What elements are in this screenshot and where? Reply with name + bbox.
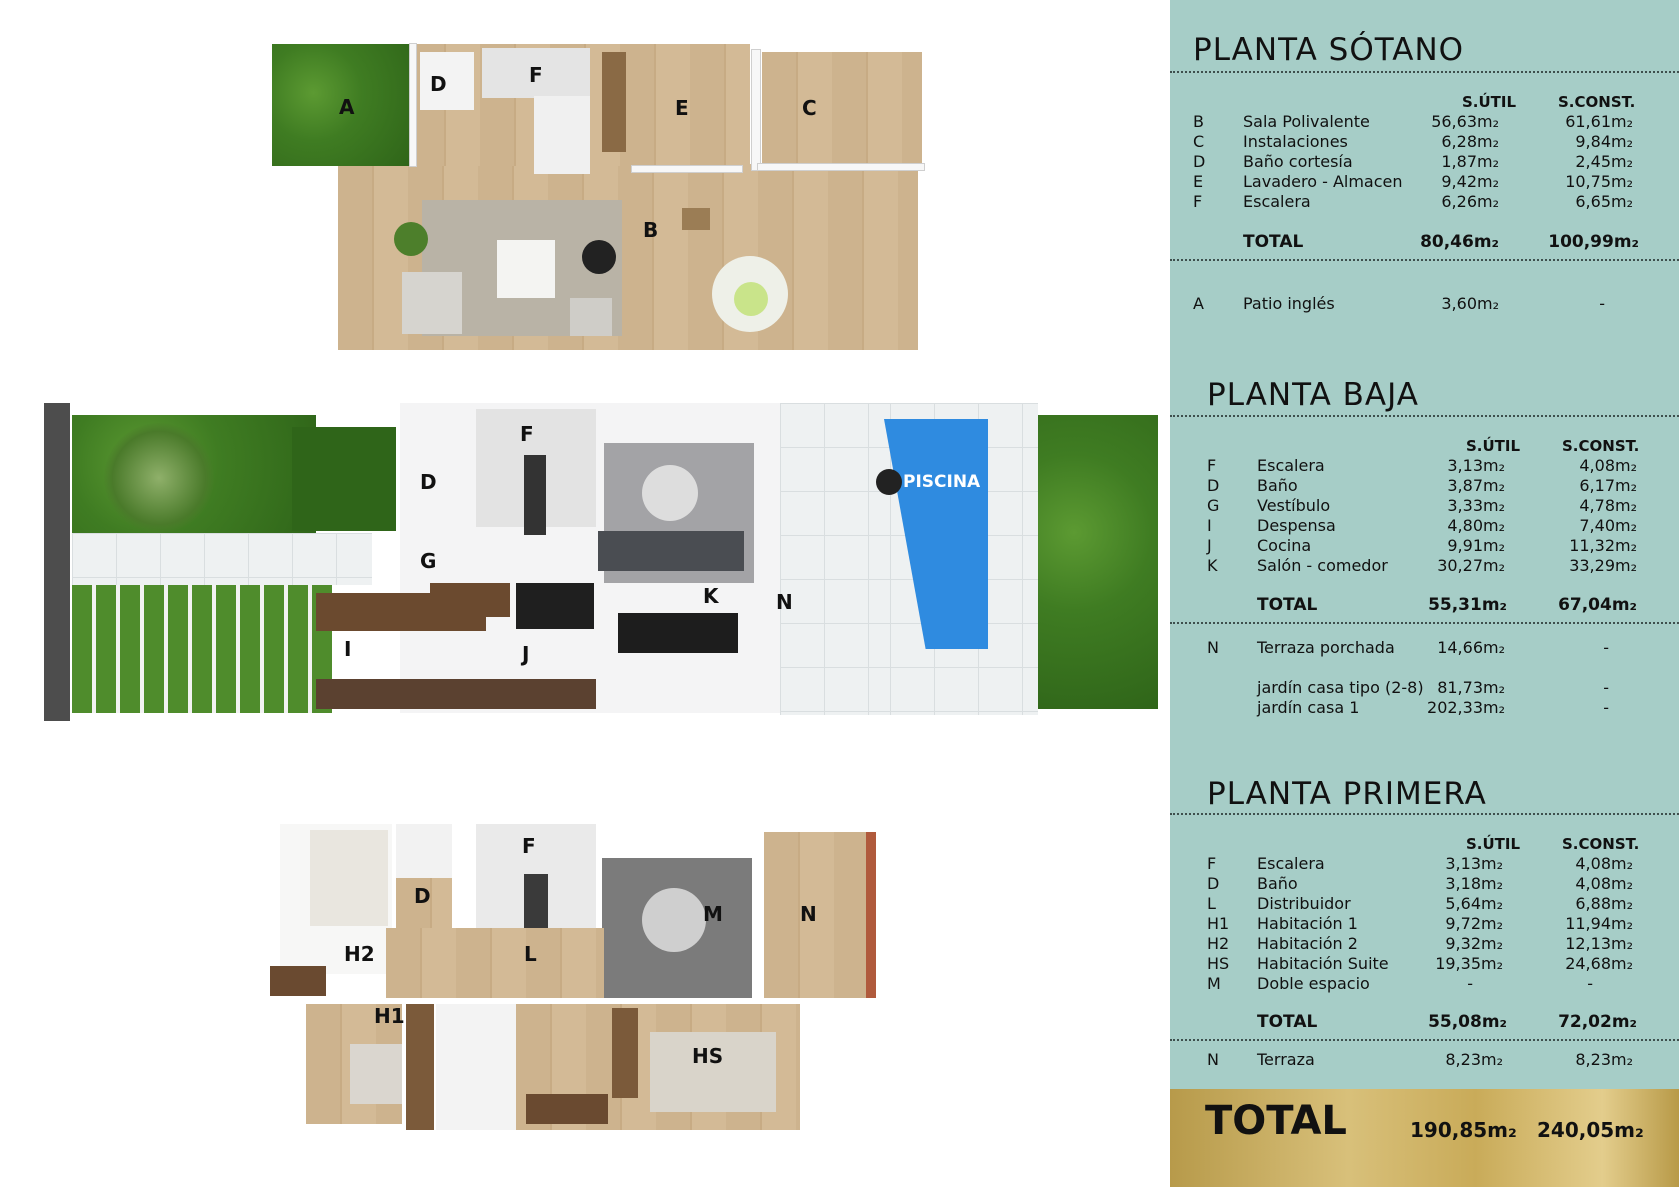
- room-label-A: A: [339, 95, 355, 119]
- room-label-H1: H1: [374, 1004, 405, 1028]
- row-name: Instalaciones: [1243, 132, 1348, 151]
- divider: [1170, 71, 1679, 73]
- row-const: 8,23m₂: [1575, 1050, 1633, 1069]
- row-const: -: [1603, 678, 1609, 697]
- row-name: Habitación 2: [1257, 934, 1358, 953]
- plan-sotano: [272, 44, 930, 350]
- row-name: Habitación 1: [1257, 914, 1358, 933]
- row-const: 4,08m₂: [1575, 854, 1633, 873]
- row-const: 7,40m₂: [1579, 516, 1637, 535]
- total-const: 100,99m₂: [1548, 232, 1639, 252]
- row-name: Salón - comedor: [1257, 556, 1388, 575]
- table-row: [1207, 894, 1633, 914]
- row-name: Despensa: [1257, 516, 1336, 535]
- row-util: 202,33m₂: [1427, 698, 1505, 717]
- divider: [1170, 622, 1679, 624]
- table-row: [1193, 172, 1633, 192]
- plan-baja: [44, 403, 1154, 721]
- row-const: 6,65m₂: [1575, 192, 1633, 211]
- table-row: [1207, 954, 1633, 974]
- table-row: [1207, 496, 1637, 516]
- room-label-L: L: [524, 942, 537, 966]
- row-util: 1,87m₂: [1441, 152, 1499, 171]
- row-util: 9,91m₂: [1447, 536, 1505, 555]
- row-code: D: [1193, 152, 1206, 171]
- row-name: Cocina: [1257, 536, 1312, 555]
- total-label: TOTAL: [1243, 232, 1304, 252]
- row-const: 4,78m₂: [1579, 496, 1637, 515]
- table-row: [1207, 476, 1637, 496]
- row-const: 11,94m₂: [1565, 914, 1633, 933]
- table-row: [1207, 874, 1633, 894]
- row-const: 10,75m₂: [1565, 172, 1633, 191]
- room-label-D-baja: D: [420, 470, 437, 494]
- room-label-D-primera: D: [414, 884, 431, 908]
- room-label-N-primera: N: [800, 902, 817, 926]
- table-row: [1207, 974, 1633, 994]
- table-row: [1207, 638, 1637, 658]
- row-name: Baño: [1257, 874, 1298, 893]
- row-name: Escalera: [1243, 192, 1311, 211]
- row-const: 24,68m₂: [1565, 954, 1633, 973]
- row-name: Sala Polivalente: [1243, 112, 1370, 131]
- row-code: J: [1207, 536, 1212, 555]
- title-planta-sotano: PLANTA SÓTANO: [1193, 32, 1465, 68]
- room-label-C: C: [802, 96, 817, 120]
- table-row: [1207, 854, 1633, 874]
- table-row: [1207, 1050, 1633, 1070]
- row-code: F: [1207, 456, 1217, 475]
- row-util: 14,66m₂: [1437, 638, 1505, 657]
- col-header-util: S.ÚTIL: [1466, 835, 1521, 853]
- room-label-HS: HS: [692, 1044, 724, 1068]
- total-row: [1207, 1012, 1637, 1032]
- total-row: [1207, 595, 1637, 615]
- total-const: 67,04m₂: [1558, 595, 1637, 615]
- room-label-F: F: [529, 63, 543, 87]
- room-label-D: D: [430, 72, 447, 96]
- row-util: 9,42m₂: [1441, 172, 1499, 191]
- room-label-N-baja: N: [776, 590, 793, 614]
- row-name: Escalera: [1257, 456, 1325, 475]
- divider: [1170, 1039, 1679, 1041]
- row-code: C: [1193, 132, 1205, 151]
- total-label: TOTAL: [1257, 1012, 1318, 1032]
- row-util: 9,32m₂: [1445, 934, 1503, 953]
- row-name: Doble espacio: [1257, 974, 1370, 993]
- total-row: [1193, 232, 1639, 252]
- table-row: [1193, 112, 1633, 132]
- row-code: G: [1207, 496, 1220, 515]
- room-label-I: I: [344, 637, 352, 661]
- room-label-G: G: [420, 549, 437, 573]
- row-code: N: [1207, 1050, 1219, 1069]
- table-row: [1193, 132, 1633, 152]
- row-code: D: [1207, 874, 1220, 893]
- room-label-B: B: [643, 218, 659, 242]
- row-code: M: [1207, 974, 1221, 993]
- row-code: I: [1207, 516, 1212, 535]
- total-label: TOTAL: [1257, 595, 1318, 615]
- room-label-H2: H2: [344, 942, 375, 966]
- row-util: 6,26m₂: [1441, 192, 1499, 211]
- room-label-J: J: [522, 642, 530, 666]
- table-row: [1207, 456, 1637, 476]
- row-name: Baño: [1257, 476, 1298, 495]
- grand-total-const: 240,05m₂: [1537, 1118, 1644, 1142]
- row-name: Terraza porchada: [1257, 638, 1395, 657]
- row-const: 12,13m₂: [1565, 934, 1633, 953]
- row-util: 8,23m₂: [1445, 1050, 1503, 1069]
- row-util: 3,13m₂: [1447, 456, 1505, 475]
- col-header-util: S.ÚTIL: [1462, 93, 1517, 111]
- row-util: 3,13m₂: [1445, 854, 1503, 873]
- row-util: 19,35m₂: [1435, 954, 1503, 973]
- col-header-const: S.CONST.: [1558, 93, 1636, 111]
- col-header-const: S.CONST.: [1562, 835, 1640, 853]
- row-const: -: [1603, 698, 1609, 717]
- plan-primera: [266, 818, 878, 1136]
- row-util: 3,60m₂: [1441, 294, 1499, 313]
- grand-total-label: TOTAL: [1205, 1098, 1347, 1144]
- divider: [1170, 813, 1679, 815]
- table-row: [1207, 556, 1637, 576]
- row-const: 2,45m₂: [1575, 152, 1633, 171]
- pool-label: PISCINA: [903, 472, 981, 492]
- row-const: 6,88m₂: [1575, 894, 1633, 913]
- col-header-util: S.ÚTIL: [1466, 437, 1521, 455]
- table-row: [1193, 192, 1633, 212]
- row-util: 3,18m₂: [1445, 874, 1503, 893]
- row-name: Distribuidor: [1257, 894, 1351, 913]
- row-name: jardín casa tipo (2-8): [1257, 678, 1424, 697]
- row-code: D: [1207, 476, 1220, 495]
- row-util: 9,72m₂: [1445, 914, 1503, 933]
- row-code: B: [1193, 112, 1204, 131]
- divider: [1170, 259, 1679, 261]
- row-name: Lavadero - Almacen: [1243, 172, 1403, 191]
- room-label-F-primera: F: [522, 834, 536, 858]
- room-label-F-baja: F: [520, 422, 534, 446]
- row-code: HS: [1207, 954, 1230, 973]
- row-const: 6,17m₂: [1579, 476, 1637, 495]
- row-name: Vestíbulo: [1257, 496, 1331, 515]
- row-util: 6,28m₂: [1441, 132, 1499, 151]
- row-const: -: [1603, 638, 1609, 657]
- row-util: 81,73m₂: [1437, 678, 1505, 697]
- row-const: 4,08m₂: [1575, 874, 1633, 893]
- total-util: 55,08m₂: [1428, 1012, 1507, 1032]
- row-name: Terraza: [1257, 1050, 1315, 1069]
- table-row: [1207, 536, 1637, 556]
- title-planta-baja: PLANTA BAJA: [1207, 377, 1419, 413]
- table-row: [1207, 698, 1637, 718]
- row-code: N: [1207, 638, 1219, 657]
- row-code: L: [1207, 894, 1216, 913]
- row-const: 61,61m₂: [1565, 112, 1633, 131]
- row-code: A: [1193, 294, 1204, 313]
- divider: [1170, 415, 1679, 417]
- table-row: [1193, 294, 1633, 314]
- total-const: 72,02m₂: [1558, 1012, 1637, 1032]
- row-code: K: [1207, 556, 1218, 575]
- table-row: [1207, 934, 1633, 954]
- row-name: Patio inglés: [1243, 294, 1335, 313]
- row-code: F: [1207, 854, 1217, 873]
- row-code: E: [1193, 172, 1204, 191]
- table-row: [1193, 152, 1633, 172]
- total-util: 55,31m₂: [1428, 595, 1507, 615]
- room-label-M: M: [703, 902, 723, 926]
- row-const: 9,84m₂: [1575, 132, 1633, 151]
- room-label-K: K: [703, 584, 719, 608]
- row-const: 11,32m₂: [1569, 536, 1637, 555]
- row-util: -: [1467, 974, 1473, 993]
- title-planta-primera: PLANTA PRIMERA: [1207, 776, 1487, 812]
- row-name: Habitación Suite: [1257, 954, 1389, 973]
- row-const: -: [1587, 974, 1593, 993]
- row-code: H1: [1207, 914, 1230, 933]
- row-name: Baño cortesía: [1243, 152, 1353, 171]
- col-header-const: S.CONST.: [1562, 437, 1640, 455]
- row-const: 4,08m₂: [1579, 456, 1637, 475]
- row-const: -: [1599, 294, 1605, 313]
- table-row: [1207, 678, 1637, 698]
- row-code: H2: [1207, 934, 1230, 953]
- row-util: 5,64m₂: [1445, 894, 1503, 913]
- table-row: [1207, 516, 1637, 536]
- row-util: 3,87m₂: [1447, 476, 1505, 495]
- row-const: 33,29m₂: [1569, 556, 1637, 575]
- grand-total-util: 190,85m₂: [1410, 1118, 1517, 1142]
- row-util: 30,27m₂: [1437, 556, 1505, 575]
- row-code: F: [1193, 192, 1203, 211]
- table-row: [1207, 914, 1633, 934]
- row-util: 4,80m₂: [1447, 516, 1505, 535]
- total-util: 80,46m₂: [1420, 232, 1499, 252]
- row-name: Escalera: [1257, 854, 1325, 873]
- room-label-E: E: [675, 96, 689, 120]
- row-util: 56,63m₂: [1431, 112, 1499, 131]
- row-util: 3,33m₂: [1447, 496, 1505, 515]
- row-name: jardín casa 1: [1257, 698, 1360, 717]
